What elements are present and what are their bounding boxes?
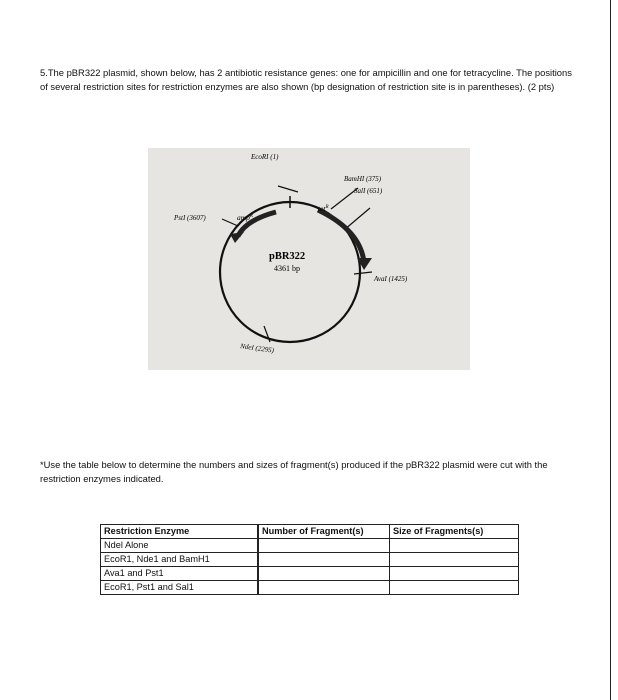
plasmid-figure bbox=[148, 148, 470, 370]
fragment-table bbox=[258, 524, 519, 595]
ecori-leader bbox=[278, 186, 298, 192]
number-cell[interactable] bbox=[259, 581, 390, 595]
number-cell[interactable] bbox=[259, 567, 390, 581]
enzyme-cell: EcoR1, Nde1 and BamH1 bbox=[101, 553, 258, 567]
table-row bbox=[101, 567, 258, 581]
aval-label: AvaI (1425) bbox=[374, 275, 408, 283]
enzyme-cell: EcoR1, Pst1 and Sal1 bbox=[101, 581, 258, 595]
plasmid-map bbox=[148, 148, 470, 370]
plasmid-name: pBR322 bbox=[269, 251, 306, 262]
sizes-cell[interactable] bbox=[390, 581, 519, 595]
question-text: 5.The pBR322 plasmid, shown below, has 2 antibiotic resistance genes: one for ampicillin and one for tetracycline. The positions of several restriction sites for restriction enzymes are also shown (bp designation of restriction site is in parentheses). (2 pts) bbox=[40, 67, 572, 92]
table-row bbox=[101, 553, 258, 567]
enzyme-table bbox=[100, 524, 258, 595]
table-row bbox=[259, 567, 519, 581]
ndel-label: NdeI (2295) bbox=[239, 342, 275, 355]
header-number-of-fragments: Number of Fragment(s) bbox=[259, 525, 390, 539]
header-restriction-enzyme: Restriction Enzyme bbox=[101, 525, 258, 539]
aval-tick bbox=[354, 272, 372, 274]
table-row bbox=[101, 539, 258, 553]
number-cell[interactable] bbox=[259, 539, 390, 553]
table-row bbox=[259, 539, 519, 553]
sali-label: SalI (651) bbox=[354, 187, 383, 195]
table-row bbox=[259, 581, 519, 595]
tet-label: tet$^R$ bbox=[318, 204, 329, 213]
sizes-cell[interactable] bbox=[390, 567, 519, 581]
plasmid-size: 4361 bp bbox=[274, 264, 300, 273]
header-size-of-fragments: Size of Fragments(s) bbox=[390, 525, 519, 539]
amp-label: amp$^R$ bbox=[237, 213, 253, 222]
sali-tick bbox=[344, 208, 370, 230]
enzyme-cell: Ndel Alone bbox=[101, 539, 258, 553]
enzyme-cell: Ava1 and Pst1 bbox=[101, 567, 258, 581]
pstl-label: PstI (3607) bbox=[174, 214, 206, 222]
ecori-label: EcoRI (1) bbox=[251, 153, 279, 161]
pstl-tick bbox=[222, 219, 238, 226]
table-header-row bbox=[101, 525, 258, 539]
table-row bbox=[101, 581, 258, 595]
number-cell[interactable] bbox=[259, 553, 390, 567]
sizes-cell[interactable] bbox=[390, 539, 519, 553]
table-instruction: *Use the table below to determine the numbers and sizes of fragment(s) produced if the pBR322 plasmid were cut with the restriction enzymes indicated. bbox=[40, 459, 548, 484]
sizes-cell[interactable] bbox=[390, 553, 519, 567]
ndel-tick bbox=[264, 326, 270, 342]
table-header-row bbox=[259, 525, 519, 539]
table-row bbox=[259, 553, 519, 567]
bamhi-label: BamHI (375) bbox=[344, 175, 382, 183]
